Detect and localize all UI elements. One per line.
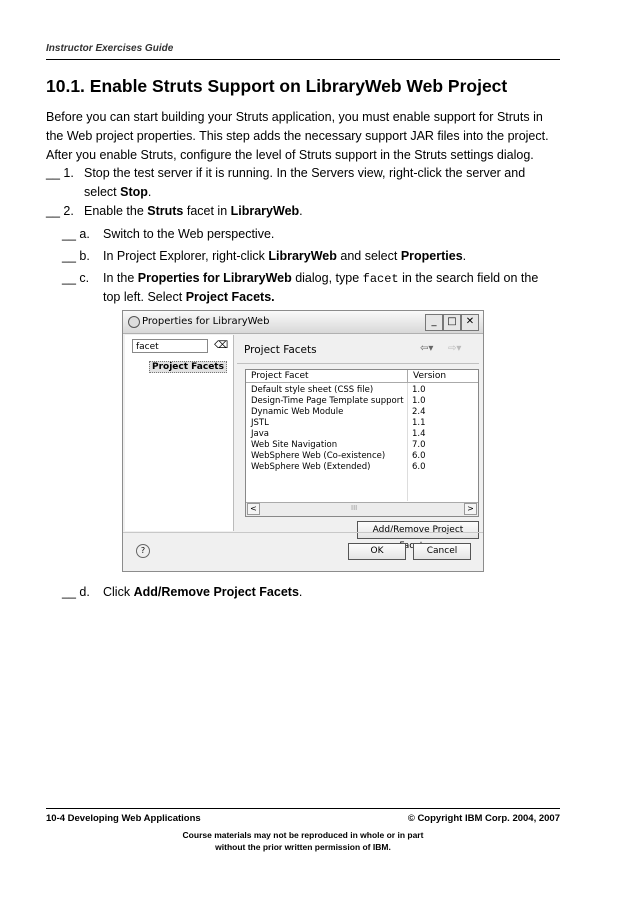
facet-version: 7.0 (412, 440, 426, 450)
dialog-title: Properties for LibraryWeb (142, 316, 270, 327)
substep-text-line2: top left. Select Project Facets. (103, 290, 275, 304)
substep-c (62, 269, 562, 307)
step-number: __ 1. (46, 166, 74, 180)
scroll-left-icon[interactable]: < (247, 503, 260, 515)
add-remove-facets-button[interactable]: Add/Remove Project (357, 521, 479, 539)
column-header-facet[interactable]: Project Facet (246, 370, 408, 383)
running-header: Instructor Exercises Guide (46, 43, 174, 54)
facet-name: Design-Time Page Template support (251, 396, 404, 406)
intro-paragraph: Before you can start building your Struts application, you must enable support for Struts in the Web project properties. This step adds the necessary support JAR files into the project. After you enable Struts, configure the level of Struts support in the Struts settings dialog. (46, 110, 549, 162)
facet-row[interactable] (246, 462, 478, 473)
facet-row[interactable] (246, 429, 478, 440)
substep-d (62, 583, 562, 602)
back-arrow-icon[interactable]: ⇦▾ (420, 343, 434, 354)
substep-text: In the Properties for LibraryWeb dialog, type facet in the search field on the (103, 271, 539, 286)
scroll-right-icon[interactable]: > (464, 503, 477, 515)
facet-version: 1.0 (412, 396, 426, 406)
facet-version: 1.4 (412, 429, 426, 439)
facet-version: 6.0 (412, 462, 426, 472)
facet-row[interactable] (246, 440, 478, 451)
cancel-button[interactable]: Cancel (413, 543, 471, 560)
title-separator (237, 363, 479, 364)
facet-row[interactable] (246, 385, 478, 396)
button-bar-separator (123, 532, 483, 533)
tree-item-project-facets[interactable]: Project Facets (149, 361, 227, 373)
substep-a (62, 225, 562, 244)
substep-number: __ d. (62, 585, 90, 599)
substep-text: Click Add/Remove Project Facets. (103, 585, 303, 599)
property-page-pane (235, 335, 481, 535)
step-1 (46, 164, 566, 202)
footer-note-line1: Course materials may not be reproduced in whole or in part (182, 830, 424, 840)
step-number: __ 2. (46, 204, 74, 218)
facet-name: JSTL (251, 418, 269, 428)
ok-button[interactable]: OK (348, 543, 406, 560)
column-header-version[interactable]: Version (408, 370, 478, 383)
filter-search-input[interactable]: facet (132, 339, 208, 353)
help-icon[interactable]: ? (136, 544, 150, 558)
properties-dialog (122, 310, 484, 572)
facet-version: 2.4 (412, 407, 426, 417)
dialog-app-icon (128, 316, 140, 328)
substep-number: __ a. (62, 227, 90, 241)
property-page-title: Project Facets (244, 344, 317, 356)
facet-version: 1.0 (412, 385, 426, 395)
facet-version: 6.0 (412, 451, 426, 461)
pane-divider (233, 335, 234, 531)
minimize-icon[interactable]: _ (425, 314, 443, 331)
facet-name: Java (251, 429, 269, 439)
scroll-thumb-grip: III (351, 504, 358, 512)
facets-table (245, 369, 479, 517)
substep-number: __ c. (62, 271, 90, 285)
footer-copyright: © Copyright IBM Corp. 2004, 2007 (407, 813, 560, 824)
dialog-titlebar (123, 311, 483, 334)
facet-row[interactable] (246, 451, 478, 462)
facet-name: WebSphere Web (Co-existence) (251, 451, 386, 461)
maximize-icon[interactable]: □ (443, 314, 461, 331)
step-2 (46, 202, 566, 221)
facet-name: Default style sheet (CSS file) (251, 385, 374, 395)
facet-row[interactable] (246, 418, 478, 429)
substep-text: Switch to the Web perspective. (103, 227, 275, 241)
forward-arrow-icon[interactable]: ⇨▾ (448, 343, 462, 354)
facet-name: WebSphere Web (Extended) (251, 462, 371, 472)
footer-rule (46, 808, 560, 809)
substep-number: __ b. (62, 249, 90, 263)
substep-text: In Project Explorer, right-click LibraryWeb and select Properties. (103, 249, 467, 263)
footer-note-line2: without the prior written permission of IBM. (215, 842, 391, 852)
clear-filter-icon[interactable]: ⌫ (214, 340, 229, 351)
header-rule (46, 59, 560, 60)
facet-name: Dynamic Web Module (251, 407, 344, 417)
filter-tree-pane (125, 335, 233, 531)
footer-page-label: 10-4 Developing Web Applications (46, 813, 201, 824)
step-text-line2: select Stop. (84, 185, 152, 199)
facet-version: 1.1 (412, 418, 426, 428)
substep-b (62, 247, 562, 266)
close-icon[interactable]: ✕ (461, 314, 479, 331)
section-title: 10.1. Enable Struts Support on LibraryWeb Web Project (46, 76, 508, 96)
facet-row[interactable] (246, 407, 478, 418)
horizontal-scrollbar[interactable] (246, 502, 478, 516)
facet-name: Web Site Navigation (251, 440, 338, 450)
step-text: Stop the test server if it is running. In the Servers view, right-click the server and (84, 166, 526, 180)
facet-row[interactable] (246, 396, 478, 407)
step-text: Enable the Struts facet in LibraryWeb. (84, 204, 303, 218)
